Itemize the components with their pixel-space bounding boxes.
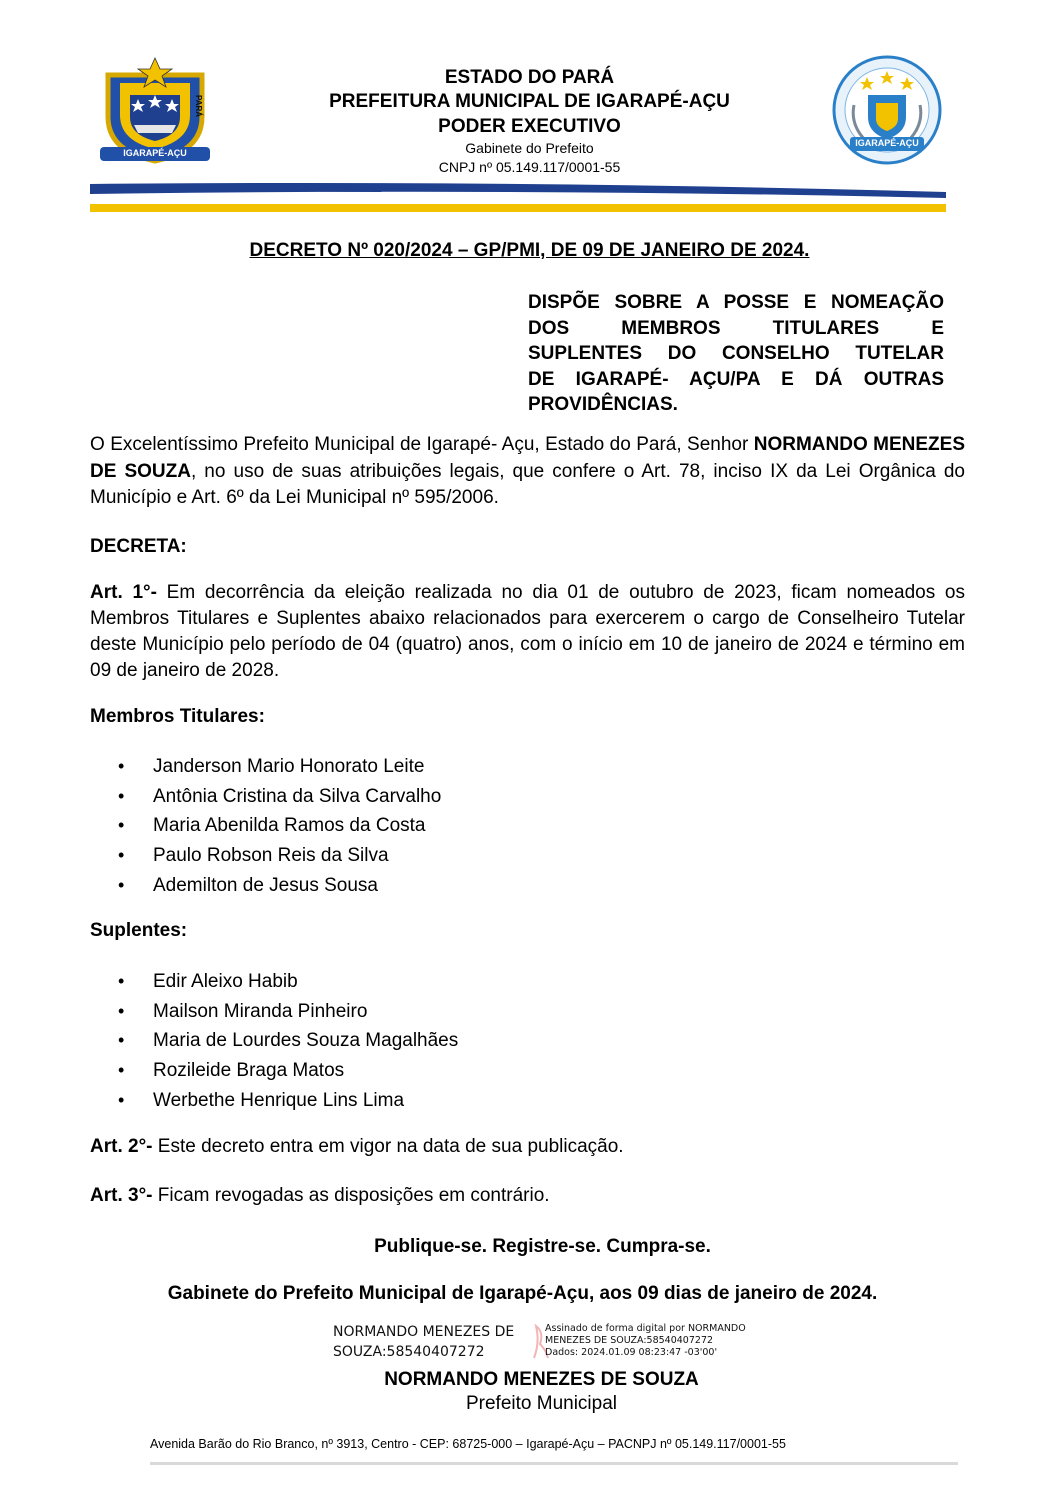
header-state: ESTADO DO PARÁ	[444, 67, 615, 88]
header-branch: PODER EXECUTIVO	[438, 116, 621, 137]
suplentes-list	[118, 967, 458, 1115]
ementa-line: PROVIDÊNCIAS.	[528, 394, 678, 415]
list-item: • Antônia Cristina da Silva Carvalho	[118, 782, 441, 812]
list-item: • Mailson Miranda Pinheiro	[118, 997, 458, 1027]
digital-signature-text: Dados: 2024.01.09 08:23:47 -03'00'	[545, 1347, 718, 1358]
ementa-line: DOS MEMBROS TITULARES E	[528, 317, 944, 339]
titulares-list	[118, 752, 441, 900]
titulares-heading: Membros Titulares:	[90, 706, 265, 727]
seal-banner-text: IGARAPÉ-AÇU	[855, 138, 919, 148]
decree-preamble	[90, 432, 965, 512]
ementa-line: DISPÕE SOBRE A POSSE E NOMEAÇÃO	[528, 292, 944, 313]
decreta-heading: DECRETA:	[90, 536, 187, 557]
footer-divider	[150, 1462, 958, 1465]
article-3	[90, 1183, 965, 1209]
footer-address: Avenida Barão do Rio Branco, nº 3913, Centro - CEP: 68725-000 – Igarapé-Açu – PACNPJ nº 05.149.117/0001-55	[150, 1437, 786, 1451]
header-prefecture: PREFEITURA MUNICIPAL DE IGARAPÉ-AÇU	[329, 91, 730, 112]
list-item: • Paulo Robson Reis da Silva	[118, 841, 441, 871]
list-item: • Rozileide Braga Matos	[118, 1056, 458, 1086]
signature-name-line: NORMANDO MENEZES DE	[333, 1324, 515, 1340]
gabinete-line: Gabinete do Prefeito Municipal de Igarapé-Açu, aos 09 dias de janeiro de 2024.	[167, 1283, 878, 1304]
article-2	[90, 1134, 965, 1160]
ementa-line: SUPLENTES DO CONSELHO TUTELAR	[528, 343, 944, 364]
article-label: Art. 3°-	[90, 1185, 153, 1206]
header-office: Gabinete do Prefeito	[465, 140, 594, 156]
decree-title: DECRETO Nº 020/2024 – GP/PMI, DE 09 DE JANEIRO DE 2024.	[249, 240, 810, 261]
article-text: Este decreto entra em vigor na data de sua publicação.	[152, 1136, 624, 1157]
list-item: • Edir Aleixo Habib	[118, 967, 458, 997]
signer-role: Prefeito Municipal	[465, 1393, 618, 1414]
ementa-line: DE IGARAPÉ- AÇU/PA E DÁ OUTRAS	[528, 368, 944, 390]
preamble-text: , no uso de suas atribuições legais, que confere o Art. 78, inciso IX da Lei Orgânica do Município e Art. 6º da Lei Municipal nº 595/2006.	[90, 460, 965, 508]
article-text: Ficam revogadas as disposições em contrário.	[152, 1185, 550, 1206]
mayor-name: NORMANDO MENEZES DE SOUZA	[90, 434, 965, 482]
article-1	[90, 580, 965, 684]
list-item: • Maria de Lourdes Souza Magalhães	[118, 1026, 458, 1056]
publication-formula: Publique-se. Registre-se. Cumpra-se.	[374, 1236, 711, 1257]
suplentes-heading: Suplentes:	[90, 920, 188, 941]
decree-ementa	[528, 290, 944, 418]
seal-banner-text: IGARAPÉ-AÇU	[123, 148, 187, 158]
preamble-text: O Excelentíssimo Prefeito Municipal de Igarapé- Açu, Estado do Pará, Senhor	[90, 434, 754, 455]
list-item: • Janderson Mario Honorato Leite	[118, 752, 441, 782]
seal-side-text: PARÁ	[194, 95, 203, 118]
signer-name: NORMANDO MENEZES DE SOUZA	[384, 1369, 699, 1390]
list-item: • Werbethe Henrique Lins Lima	[118, 1086, 458, 1116]
header-cnpj: CNPJ nº 05.149.117/0001-55	[438, 159, 621, 175]
article-label: Art. 2°-	[90, 1136, 153, 1157]
header-divider	[90, 178, 946, 214]
article-text: Em decorrência da eleição realizada no dia 01 de outubro de 2023, ficam nomeados os Membros Titulares e Suplentes abaixo relacionados para exercerem o cargo de Conselheiro Tutelar deste Município pelo período de 04 (quatro) anos, com o início em 10 de janeiro de 2024 e término em 09 de janeiro de 2028.	[90, 582, 965, 681]
signature-name-line: SOUZA:58540407272	[333, 1344, 485, 1360]
list-item: • Ademilton de Jesus Sousa	[118, 871, 441, 901]
list-item: • Maria Abenilda Ramos da Costa	[118, 811, 441, 841]
digital-signature-text: Assinado de forma digital por NORMANDO	[545, 1323, 746, 1334]
article-label: Art. 1°-	[90, 582, 157, 603]
digital-signature-text: MENEZES DE SOUZA:58540407272	[545, 1335, 714, 1346]
